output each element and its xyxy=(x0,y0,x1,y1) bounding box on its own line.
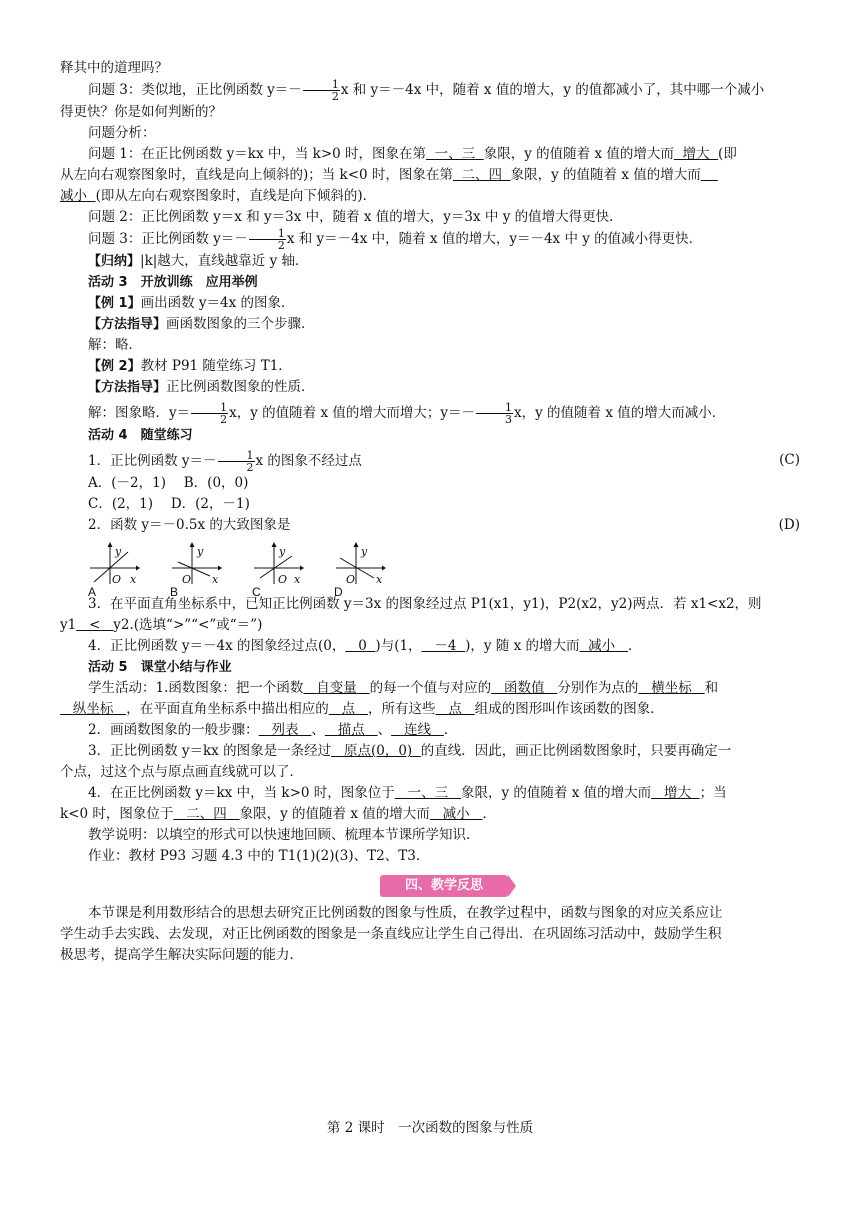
summary: 【归纳】|k|越大，直线越靠近 y 轴． xyxy=(88,253,309,269)
graph-a: y O x A xyxy=(88,540,140,594)
summary-4-cont: k<0 时，图象位于 二、四 象限，y 的值随着 x 值的增大而 减小 ． xyxy=(60,806,496,822)
text-line: 问题分析： xyxy=(88,125,156,141)
answer-3: 问题 3：正比例函数 y＝－ $\frac{1}{2}$ x 和 y＝－4x 中，随着 x 值的增大，y＝－4x 中 y 的值减小得更快． xyxy=(88,227,703,252)
example-2: 【例 2】教材 P91 随堂练习 T1． xyxy=(88,358,292,374)
reflection-line: 学生动手去实践、去发现，对正比例函数的图象是一条直线应让学生自己得出．在巩固练习活动中，鼓励学生积 xyxy=(60,926,722,942)
summary-2: 2．画函数图象的一般步骤： 列表 、 描点 、 连线 ． xyxy=(88,722,458,738)
summary-4: 4．在正比例函数 y＝kx 中，当 k>0 时，图象位于 一、三 象限，y 的值随着 x 值的增大而 增大 ；当 xyxy=(88,785,727,801)
graph-options xyxy=(88,540,800,599)
summary-1-cont: 纵坐标 ，在平面直角坐标系中描出相应的 点 ，所有这些 点 组成的图形叫作该函数的图象． xyxy=(72,701,664,717)
graph-b: y O x B xyxy=(170,540,222,594)
practice-2: 2．函数 y＝－0.5x 的大致图象是 (D) xyxy=(60,515,800,536)
method-guide-2: 【方法指导】正比例函数图象的性质． xyxy=(88,379,315,395)
activity-3-heading: 活动 3 开放训练 应用举例 xyxy=(88,275,258,290)
fraction: $\frac{1}{2}$ xyxy=(218,450,255,473)
practice-3-cont: y1 < y2.(选填“>”“<”或“＝”) xyxy=(60,617,263,633)
answer-1: 问题 1：在正比例函数 y＝kx 中，当 k>0 时，图象在第 一、三 象限，y 的值随着 x 值的增大而 增大 (即 xyxy=(88,146,737,162)
fraction: $\frac{1}{2}$ xyxy=(191,402,228,425)
practice-4: 4．正比例函数 y＝－4x 的图象经过点(0， 0 )与(1， －4 )，y 随 x 的增大而 减小 ． xyxy=(88,638,642,654)
answer-mark: (D) xyxy=(778,517,800,533)
graph-d: y O x D xyxy=(334,540,386,594)
text-line: 释其中的道理吗？ xyxy=(60,60,168,76)
solution-2: 解：图象略．y＝ $\frac{1}{2}$ x，y 的值随着 x 值的增大而增大；y＝－ $\frac{1}{3}$ x，y 的值随着 x 值的增大而减小． xyxy=(88,401,726,426)
summary-1: 学生活动：1.函数图象：把一个函数 自变量 的每一个值与对应的 函数值 分别作为点的 横坐标 和 xyxy=(88,680,719,696)
reflection-line: 极思考，提高学生解决实际问题的能力． xyxy=(60,947,303,963)
graph-c: y O x C xyxy=(252,540,304,594)
graph-label: A xyxy=(88,585,97,599)
practice-1: 1．正比例函数 y＝－ $\frac{1}{2}$ x 的图象不经过点 (C) xyxy=(88,449,800,474)
summary-3: 3．正比例函数 y＝kx 的图象是一条经过 原点(0，0) 的直线．因此，画正比例函数图象时，只要再确定一 xyxy=(88,743,732,759)
text-line: 得更快？你是如何判断的？ xyxy=(60,104,222,120)
answer-2: 问题 2：正比例函数 y＝x 和 y＝3x 中，随着 x 值的增大，y＝3x 中 y 的值增大得更快． xyxy=(88,209,623,225)
question-3: 问题 3：类似地，正比例函数 y＝－ $\frac{1}{2}$ x 和 y＝－4x 中，随着 x 值的增大，y 的值都减小了，其中哪一个减小 xyxy=(88,78,765,103)
example-1: 【例 1】画出函数 y＝4x 的图象． xyxy=(88,295,295,311)
fraction: $\frac{1}{2}$ xyxy=(303,79,340,102)
answer-1-cont: 从左向右观察图象时，直线是向上倾斜的)；当 k<0 时，图象在第 二、四 象限，y 的值随着 x 值的增大而 xyxy=(60,167,701,183)
fraction: $\frac{1}{3}$ xyxy=(476,402,513,425)
activity-5-heading: 活动 5 课堂小结与作业 xyxy=(88,660,232,675)
document-body xyxy=(60,58,800,966)
graph-label: C xyxy=(252,585,261,599)
teaching-note: 教学说明：以填空的形式可以快速地回顾、梳理本节课所学知识． xyxy=(88,827,480,843)
next-lesson-title: 第 2 课时 一次函数的图象与性质 xyxy=(326,1120,534,1136)
graph-label: B xyxy=(170,585,179,599)
practice-1-options: C．(2，1) D．(2，－1) xyxy=(88,496,250,512)
section-banner: 四、教学反思 xyxy=(380,875,508,897)
summary-3-cont: 个点，过这个点与原点画直线就可以了． xyxy=(60,764,303,780)
practice-1-options: A．(－2，1) B．(0，0) xyxy=(88,475,249,491)
answer-mark: (C) xyxy=(779,452,800,468)
method-guide-1: 【方法指导】画函数图象的三个步骤． xyxy=(88,316,315,332)
graph-label: D xyxy=(334,585,343,599)
homework: 作业：教材 P93 习题 4.3 中的 T1(1)(2)(3)、T2、T3． xyxy=(88,848,430,864)
fraction: $\frac{1}{2}$ xyxy=(249,228,286,251)
reflection-line: 本节课是利用数形结合的思想去研究正比例函数的图象与性质，在教学过程中，函数与图象的对应关系应让 xyxy=(88,905,723,921)
activity-4-heading: 活动 4 随堂练习 xyxy=(88,428,193,443)
solution-1: 解：略． xyxy=(88,337,142,353)
answer-1-end: 减小 (即从左向右观察图象时，直线是向下倾斜的)． xyxy=(60,188,377,204)
practice-3: 3．在平面直角坐标系中，已知正比例函数 y＝3x 的图象经过点 P1(x1，y1)，P2(x2，y2)两点．若 x1<x2，则 xyxy=(88,596,762,612)
